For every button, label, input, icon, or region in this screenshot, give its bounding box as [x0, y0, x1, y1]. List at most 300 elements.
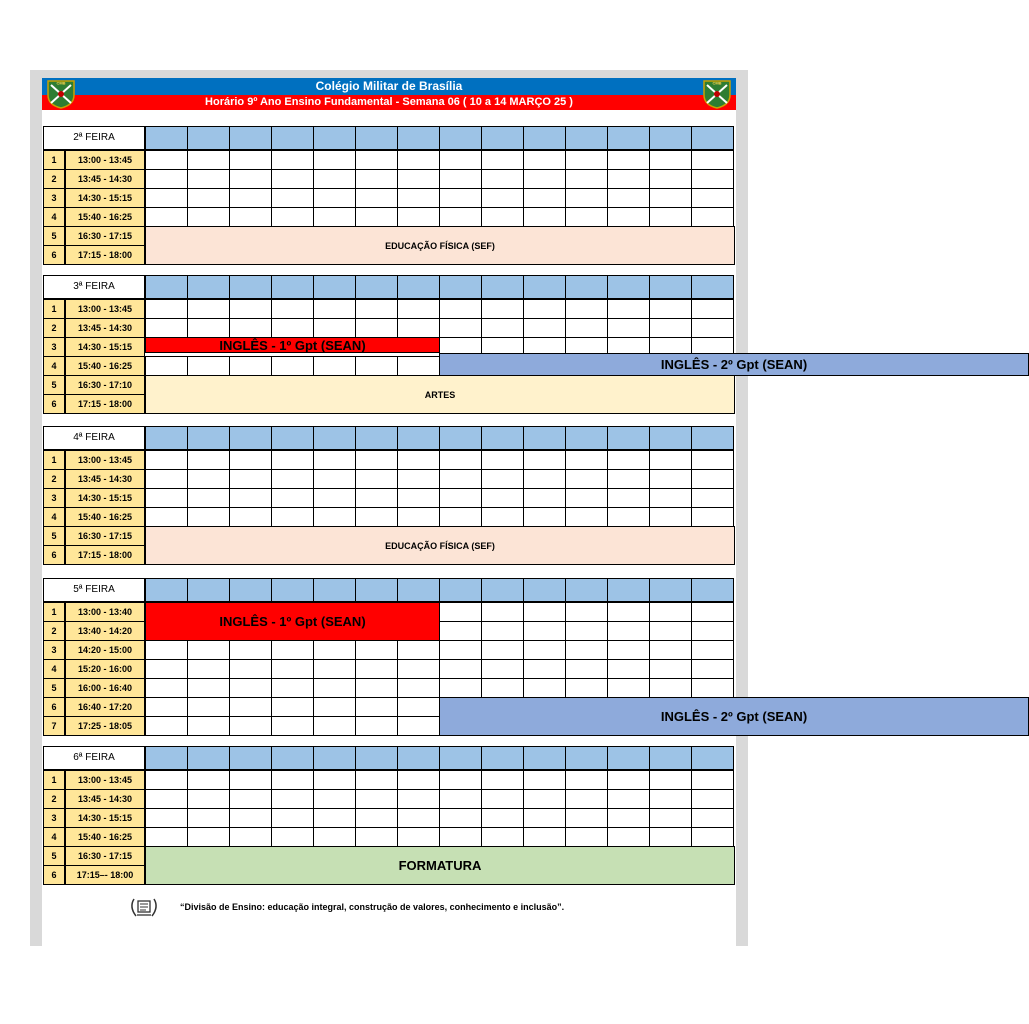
- schedule-cell: [481, 488, 524, 508]
- schedule-cell: [313, 507, 356, 527]
- schedule-cell: [355, 469, 398, 489]
- schedule-cell: [313, 169, 356, 189]
- header-cell: [271, 578, 314, 602]
- schedule-cell: [481, 789, 524, 809]
- schedule-cell: [607, 602, 650, 622]
- schedule-cell: [523, 150, 566, 170]
- schedule-cell: [439, 450, 482, 470]
- schedule-cell: [145, 659, 188, 679]
- day-label: 6ª FEIRA: [43, 746, 145, 770]
- schedule-cell: [187, 188, 230, 208]
- schedule-cell: [565, 640, 608, 660]
- header-cell: [523, 578, 566, 602]
- day-block-2: [43, 275, 808, 413]
- schedule-cell: [271, 507, 314, 527]
- schedule-cell: [355, 299, 398, 319]
- schedule-cell: [691, 770, 734, 790]
- schedule-cell: [481, 621, 524, 641]
- crest-label: CMB: [56, 80, 66, 86]
- schedule-cell: [649, 789, 692, 809]
- schedule-cell: [355, 716, 398, 736]
- crest-left-icon: [46, 79, 76, 109]
- schedule-cell: [565, 188, 608, 208]
- schedule-cell: [229, 697, 272, 717]
- schedule-cell: [271, 318, 314, 338]
- schedule-cell: [145, 207, 188, 227]
- schedule-cell: [145, 770, 188, 790]
- header-cell: [145, 126, 188, 150]
- period-time: 13:45 - 14:30: [65, 789, 145, 809]
- schedule-cell: [355, 318, 398, 338]
- schedule-cell: [187, 808, 230, 828]
- header-cell: [397, 578, 440, 602]
- header-cell: [523, 275, 566, 299]
- period-number: 2: [43, 621, 65, 641]
- schedule-cell: [397, 207, 440, 227]
- schedule-cell: [691, 488, 734, 508]
- schedule-cell: [229, 188, 272, 208]
- schedule-cell: [397, 507, 440, 527]
- schedule-cell: [691, 469, 734, 489]
- period-number: 6: [43, 865, 65, 885]
- schedule-cell: [691, 808, 734, 828]
- schedule-cell: [691, 188, 734, 208]
- schedule-cell: [439, 469, 482, 489]
- period-number: 2: [43, 169, 65, 189]
- header-cell: [439, 126, 482, 150]
- schedule-cell: [187, 469, 230, 489]
- header-cell: [397, 275, 440, 299]
- schedule-cell: [145, 507, 188, 527]
- period-number: 3: [43, 337, 65, 357]
- header-cell: [607, 426, 650, 450]
- schedule-cell: [229, 507, 272, 527]
- schedule-cell: [481, 169, 524, 189]
- day-label: 2ª FEIRA: [43, 126, 145, 150]
- schedule-cell: [439, 207, 482, 227]
- header-cell: [187, 126, 230, 150]
- schedule-cell: [397, 789, 440, 809]
- schedule-cell: [397, 808, 440, 828]
- schedule-cell: [271, 808, 314, 828]
- schedule-cell: [439, 188, 482, 208]
- schedule-cell: [271, 640, 314, 660]
- header-cell: [313, 578, 356, 602]
- period-number: 6: [43, 697, 65, 717]
- schedule-cell: [565, 318, 608, 338]
- schedule-cell: [313, 659, 356, 679]
- day-block-1: [43, 126, 734, 264]
- period-time: 14:20 - 15:00: [65, 640, 145, 660]
- header-cell: [523, 426, 566, 450]
- schedule-cell: [397, 678, 440, 698]
- schedule-cell: [607, 789, 650, 809]
- period-time: 17:15 - 18:00: [65, 245, 145, 265]
- schedule-cell: [271, 827, 314, 847]
- period-time: 16:40 - 17:20: [65, 697, 145, 717]
- schedule-cell: [187, 150, 230, 170]
- schedule-cell: [229, 207, 272, 227]
- period-number: 2: [43, 469, 65, 489]
- schedule-cell: [523, 640, 566, 660]
- schedule-cell: [565, 827, 608, 847]
- header-cell: [649, 126, 692, 150]
- schedule-cell: [523, 169, 566, 189]
- schedule-cell: [145, 450, 188, 470]
- period-number: 1: [43, 150, 65, 170]
- header-cell: [607, 746, 650, 770]
- schedule-cell: [397, 318, 440, 338]
- header-cell: [187, 426, 230, 450]
- period-number: 5: [43, 846, 65, 866]
- period-number: 6: [43, 245, 65, 265]
- day-block-5: [43, 746, 734, 884]
- schedule-cell: [313, 678, 356, 698]
- day-label: 4ª FEIRA: [43, 426, 145, 450]
- schedule-cell: [271, 789, 314, 809]
- header-cell: [397, 126, 440, 150]
- schedule-cell: [355, 488, 398, 508]
- period-number: 4: [43, 507, 65, 527]
- schedule-cell: [229, 150, 272, 170]
- header-cell: [607, 126, 650, 150]
- period-number: 3: [43, 640, 65, 660]
- schedule-cell: [565, 770, 608, 790]
- title-bar: [42, 78, 736, 110]
- schedule-cell: [649, 488, 692, 508]
- schedule-cell: [145, 318, 188, 338]
- schedule-cell: [145, 697, 188, 717]
- schedule-cell: [229, 169, 272, 189]
- header-cell: [229, 126, 272, 150]
- schedule-cell: [187, 356, 230, 376]
- header-cell: [271, 275, 314, 299]
- header-cell: [691, 275, 734, 299]
- subject-block: INGLÊS - 1º Gpt (SEAN): [145, 602, 440, 641]
- header-cell: [649, 746, 692, 770]
- schedule-cell: [229, 659, 272, 679]
- schedule-cell: [355, 827, 398, 847]
- period-number: 2: [43, 789, 65, 809]
- subject-block: INGLÊS - 2º Gpt (SEAN): [439, 697, 1029, 736]
- schedule-cell: [355, 678, 398, 698]
- header-cell: [397, 746, 440, 770]
- schedule-cell: [565, 507, 608, 527]
- schedule-cell: [313, 808, 356, 828]
- schedule-cell: [691, 827, 734, 847]
- schedule-cell: [397, 450, 440, 470]
- schedule-cell: [229, 678, 272, 698]
- schedule-cell: [481, 469, 524, 489]
- header-cell: [565, 746, 608, 770]
- schedule-cell: [565, 808, 608, 828]
- header-cell: [145, 426, 188, 450]
- schedule-cell: [229, 299, 272, 319]
- period-time: 15:40 - 16:25: [65, 507, 145, 527]
- schedule-cell: [523, 318, 566, 338]
- schedule-cell: [481, 808, 524, 828]
- header-cell: [355, 126, 398, 150]
- schedule-cell: [649, 207, 692, 227]
- school-title: Colégio Militar de Brasília: [42, 78, 736, 95]
- schedule-cell: [313, 716, 356, 736]
- schedule-cell: [649, 808, 692, 828]
- crest-label: CMB: [712, 80, 722, 86]
- schedule-cell: [607, 507, 650, 527]
- schedule-cell: [187, 507, 230, 527]
- schedule-cell: [439, 808, 482, 828]
- schedule-cell: [187, 827, 230, 847]
- schedule-cell: [397, 169, 440, 189]
- header-cell: [481, 746, 524, 770]
- schedule-cell: [439, 827, 482, 847]
- period-time: 16:30 - 17:10: [65, 375, 145, 395]
- schedule-cell: [523, 789, 566, 809]
- schedule-cell: [271, 356, 314, 376]
- schedule-cell: [565, 469, 608, 489]
- schedule-cell: [145, 299, 188, 319]
- header-cell: [271, 426, 314, 450]
- schedule-cell: [355, 808, 398, 828]
- schedule-cell: [565, 659, 608, 679]
- schedule-cell: [187, 716, 230, 736]
- schedule-cell: [439, 507, 482, 527]
- header-cell: [355, 746, 398, 770]
- schedule-cell: [607, 169, 650, 189]
- header-cell: [439, 426, 482, 450]
- period-time: 16:30 - 17:15: [65, 846, 145, 866]
- subject-block: FORMATURA: [145, 846, 735, 885]
- schedule-cell: [649, 469, 692, 489]
- period-time: 15:40 - 16:25: [65, 207, 145, 227]
- schedule-cell: [691, 507, 734, 527]
- schedule-cell: [271, 188, 314, 208]
- schedule-cell: [607, 488, 650, 508]
- header-cell: [313, 426, 356, 450]
- schedule-cell: [523, 188, 566, 208]
- header-cell: [271, 126, 314, 150]
- schedule-cell: [313, 827, 356, 847]
- schedule-cell: [145, 789, 188, 809]
- schedule-cell: [481, 827, 524, 847]
- schedule-cell: [523, 659, 566, 679]
- schedule-cell: [439, 318, 482, 338]
- schedule-cell: [397, 659, 440, 679]
- schedule-cell: [397, 299, 440, 319]
- schedule-cell: [355, 150, 398, 170]
- period-time: 16:00 - 16:40: [65, 678, 145, 698]
- schedule-cell: [313, 356, 356, 376]
- schedule-cell: [481, 678, 524, 698]
- schedule-cell: [313, 697, 356, 717]
- schedule-cell: [397, 827, 440, 847]
- schedule-cell: [439, 770, 482, 790]
- schedule-cell: [691, 621, 734, 641]
- schedule-cell: [271, 299, 314, 319]
- schedule-cell: [481, 770, 524, 790]
- period-time: 14:30 - 15:15: [65, 188, 145, 208]
- schedule-cell: [355, 169, 398, 189]
- schedule-cell: [439, 789, 482, 809]
- schedule-cell: [397, 697, 440, 717]
- schedule-cell: [481, 299, 524, 319]
- header-cell: [355, 578, 398, 602]
- header-cell: [607, 275, 650, 299]
- header-cell: [187, 275, 230, 299]
- crest-right-icon: [702, 79, 732, 109]
- schedule-cell: [397, 469, 440, 489]
- schedule-cell: [187, 169, 230, 189]
- schedule-cell: [691, 602, 734, 622]
- schedule-cell: [481, 659, 524, 679]
- schedule-cell: [271, 450, 314, 470]
- schedule-cell: [565, 602, 608, 622]
- schedule-cell: [397, 716, 440, 736]
- schedule-cell: [607, 299, 650, 319]
- header-cell: [187, 746, 230, 770]
- header-cell: [649, 426, 692, 450]
- schedule-cell: [145, 640, 188, 660]
- schedule-cell: [691, 150, 734, 170]
- schedule-cell: [355, 640, 398, 660]
- period-time: 13:45 - 14:30: [65, 469, 145, 489]
- day-label: 3ª FEIRA: [43, 275, 145, 299]
- schedule-cell: [691, 640, 734, 660]
- period-time: 13:00 - 13:45: [65, 150, 145, 170]
- header-cell: [145, 578, 188, 602]
- schedule-cell: [481, 602, 524, 622]
- schedule-cell: [313, 207, 356, 227]
- schedule-cell: [649, 827, 692, 847]
- schedule-cell: [229, 808, 272, 828]
- period-time: 13:45 - 14:30: [65, 318, 145, 338]
- schedule-cell: [649, 621, 692, 641]
- schedule-cell: [691, 450, 734, 470]
- schedule-cell: [523, 678, 566, 698]
- schedule-cell: [523, 488, 566, 508]
- schedule-cell: [523, 827, 566, 847]
- schedule-cell: [313, 488, 356, 508]
- schedule-cell: [145, 469, 188, 489]
- schedule-cell: [607, 188, 650, 208]
- schedule-cell: [523, 770, 566, 790]
- subject-block: INGLÊS - 1º Gpt (SEAN): [145, 337, 440, 353]
- schedule-cell: [439, 299, 482, 319]
- schedule-cell: [607, 808, 650, 828]
- header-cell: [691, 426, 734, 450]
- schedule-cell: [145, 808, 188, 828]
- schedule-cell: [523, 469, 566, 489]
- schedule-cell: [565, 678, 608, 698]
- period-time: 13:00 - 13:40: [65, 602, 145, 622]
- schedule-cell: [565, 789, 608, 809]
- schedule-cell: [145, 827, 188, 847]
- schedule-cell: [313, 770, 356, 790]
- schedule-cell: [481, 188, 524, 208]
- header-cell: [565, 578, 608, 602]
- period-time: 14:30 - 15:15: [65, 488, 145, 508]
- period-time: 14:30 - 15:15: [65, 808, 145, 828]
- schedule-cell: [481, 150, 524, 170]
- schedule-cell: [691, 318, 734, 338]
- schedule-cell: [229, 770, 272, 790]
- schedule-cell: [229, 318, 272, 338]
- schedule-cell: [187, 697, 230, 717]
- schedule-cell: [691, 678, 734, 698]
- schedule-cell: [481, 207, 524, 227]
- schedule-cell: [271, 770, 314, 790]
- schedule-cell: [607, 659, 650, 679]
- header-cell: [397, 426, 440, 450]
- schedule-cell: [355, 770, 398, 790]
- schedule-cell: [313, 469, 356, 489]
- schedule-cell: [523, 602, 566, 622]
- schedule-cell: [397, 150, 440, 170]
- period-number: 4: [43, 659, 65, 679]
- day-label: 5ª FEIRA: [43, 578, 145, 602]
- schedule-cell: [313, 188, 356, 208]
- header-cell: [145, 746, 188, 770]
- subject-block: ARTES: [145, 375, 735, 414]
- period-time: 15:40 - 16:25: [65, 356, 145, 376]
- period-number: 3: [43, 188, 65, 208]
- schedule-cell: [229, 827, 272, 847]
- period-time: 14:30 - 15:15: [65, 337, 145, 357]
- period-number: 5: [43, 226, 65, 246]
- schedule-cell: [187, 318, 230, 338]
- period-time: 17:15–- 18:00: [65, 865, 145, 885]
- header-cell: [187, 578, 230, 602]
- schedule-cell: [565, 169, 608, 189]
- schedule-cell: [649, 659, 692, 679]
- schedule-cell: [397, 188, 440, 208]
- schedule-cell: [229, 789, 272, 809]
- schedule-cell: [271, 469, 314, 489]
- schedule-cell: [649, 150, 692, 170]
- period-time: 13:45 - 14:30: [65, 169, 145, 189]
- schedule-cell: [607, 207, 650, 227]
- header-cell: [481, 426, 524, 450]
- header-cell: [481, 578, 524, 602]
- header-cell: [691, 746, 734, 770]
- schedule-cell: [355, 789, 398, 809]
- subject-block: EDUCAÇÃO FÍSICA (SEF): [145, 526, 735, 565]
- schedule-cell: [649, 450, 692, 470]
- schedule-cell: [355, 188, 398, 208]
- schedule-cell: [607, 770, 650, 790]
- header-cell: [565, 126, 608, 150]
- schedule-cell: [481, 450, 524, 470]
- schedule-cell: [313, 150, 356, 170]
- schedule-subtitle: Horário 9º Ano Ensino Fundamental - Semana 06 ( 10 a 14 MARÇO 25 ): [42, 95, 736, 110]
- schedule-cell: [145, 716, 188, 736]
- subject-block: INGLÊS - 2º Gpt (SEAN): [439, 353, 1029, 376]
- schedule-cell: [439, 602, 482, 622]
- header-cell: [691, 126, 734, 150]
- period-time: 15:40 - 16:25: [65, 827, 145, 847]
- header-cell: [313, 746, 356, 770]
- schedule-cell: [355, 659, 398, 679]
- schedule-cell: [523, 507, 566, 527]
- schedule-cell: [145, 150, 188, 170]
- schedule-cell: [439, 678, 482, 698]
- schedule-cell: [565, 150, 608, 170]
- period-time: 17:15 - 18:00: [65, 394, 145, 414]
- header-cell: [355, 275, 398, 299]
- schedule-cell: [607, 469, 650, 489]
- schedule-cell: [649, 507, 692, 527]
- schedule-cell: [229, 716, 272, 736]
